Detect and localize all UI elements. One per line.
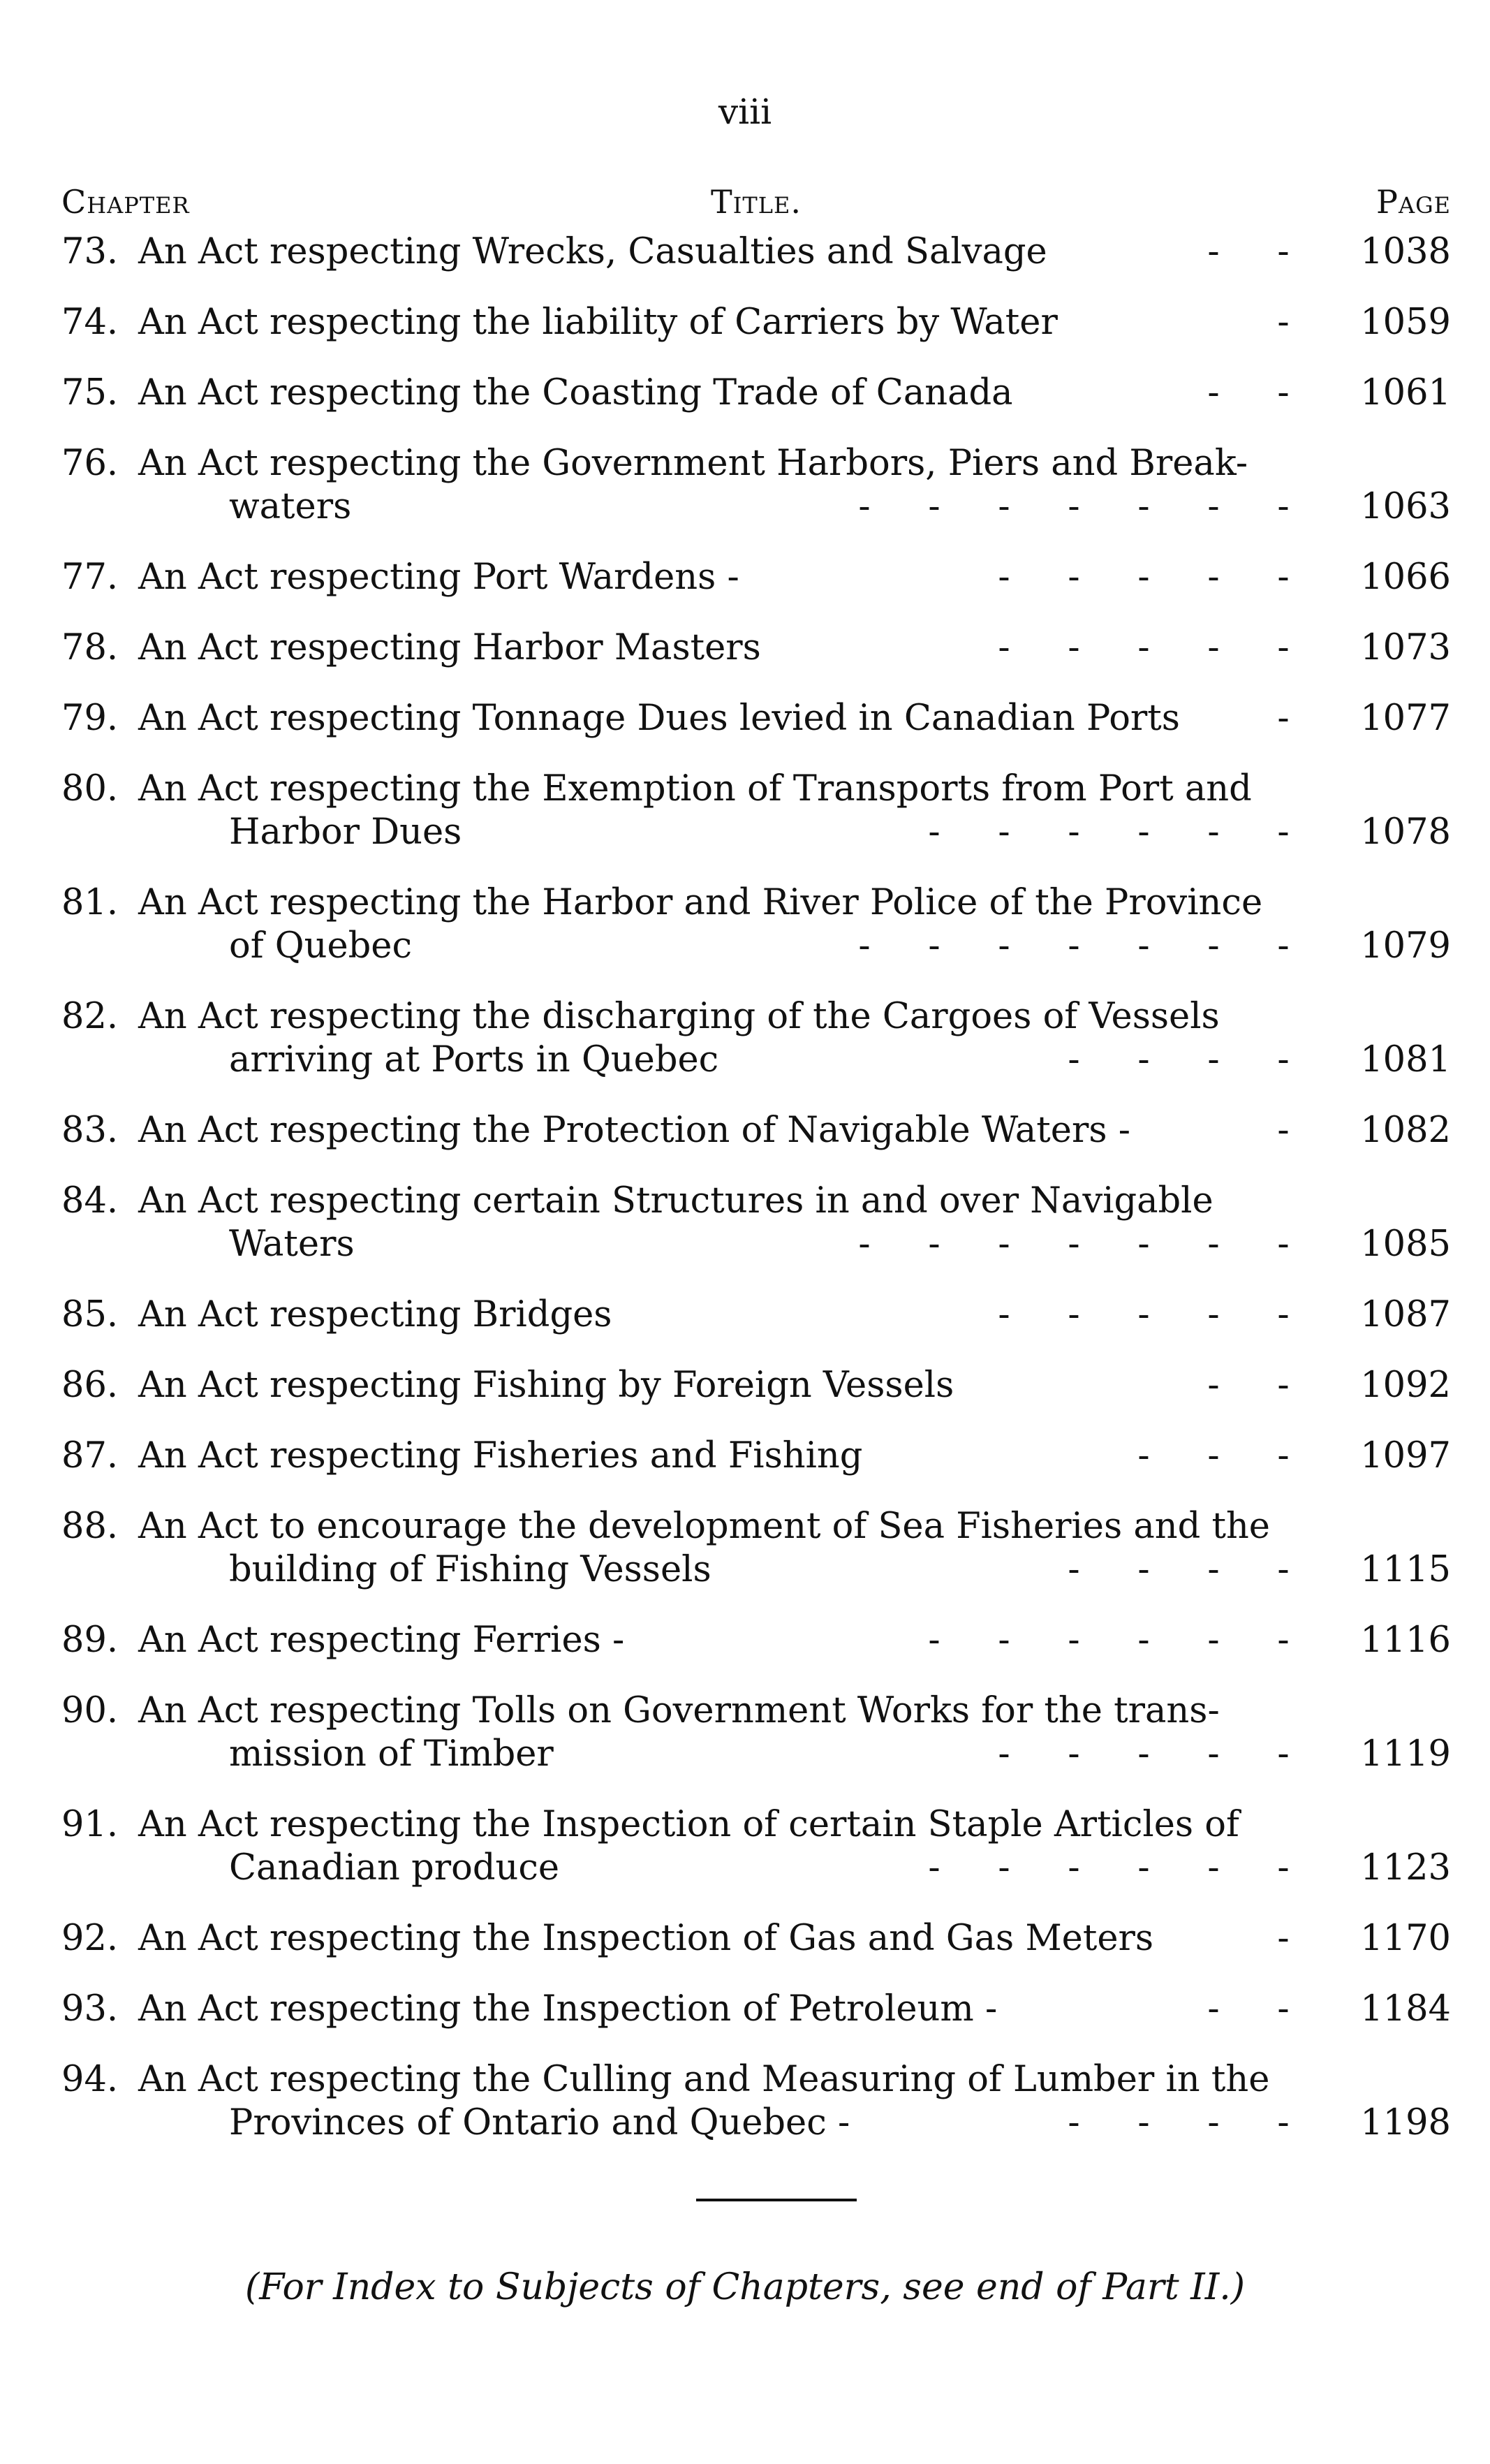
chapter-number: 83. — [61, 1110, 119, 1151]
toc-entry — [61, 556, 1451, 599]
leader-dashes: - — [1277, 1918, 1290, 1959]
toc-entry — [61, 768, 1451, 854]
leader-dashes: - — [1277, 1110, 1290, 1151]
chapter-title-line: An Act respecting Tolls on Government Works for the trans- — [138, 1690, 1220, 1731]
leader-dashes: - - — [1207, 1988, 1290, 2030]
chapter-number: 90. — [61, 1690, 119, 1731]
chapter-title-line: An Act respecting certain Structures in and over Navigable — [138, 1180, 1214, 1222]
toc-entry — [61, 1917, 1451, 1960]
page-reference: 1116 — [1360, 1620, 1451, 1661]
toc-entry — [61, 995, 1451, 1082]
toc-entry — [61, 1988, 1451, 2031]
chapter-title-line: An Act respecting Port Wardens - — [138, 557, 739, 598]
page-reference: 1087 — [1360, 1294, 1451, 1335]
chapter-number: 74. — [61, 302, 119, 343]
toc-entry — [61, 1109, 1451, 1152]
chapter-title-line: An Act respecting the Protection of Navigable Waters - — [138, 1110, 1130, 1151]
chapter-title-continuation: arriving at Ports in Quebec — [229, 1039, 719, 1080]
page-reference: 1038 — [1360, 231, 1451, 272]
chapter-title-line: An Act respecting Fishing by Foreign Vessels — [138, 1365, 954, 1406]
leader-dashes: - — [1277, 698, 1290, 739]
leader-dashes: - - - - - — [998, 627, 1290, 668]
leader-dashes: - - — [1207, 1365, 1290, 1406]
toc-entry — [61, 1619, 1451, 1662]
leader-dashes: - - - — [1137, 1435, 1290, 1476]
page-reference: 1085 — [1360, 1224, 1451, 1265]
toc-entry — [61, 626, 1451, 670]
chapter-number: 75. — [61, 372, 119, 413]
page-number: viii — [718, 91, 772, 132]
page-reference: 1097 — [1360, 1435, 1451, 1476]
chapter-number: 82. — [61, 996, 119, 1037]
chapter-title — [138, 301, 1318, 344]
chapter-title-line: An Act respecting the Inspection of Petroleum - — [138, 1988, 998, 2030]
chapter-title-line: An Act to encourage the development of Sea Fisheries and the — [138, 1506, 1270, 1547]
page-reference: 1082 — [1360, 1110, 1451, 1151]
page-reference: 1092 — [1360, 1365, 1451, 1406]
chapter-number: 87. — [61, 1435, 119, 1476]
chapter-title-continuation: Provinces of Ontario and Quebec - — [229, 2102, 850, 2143]
chapter-title-line: An Act respecting the liability of Carriers by Water — [138, 302, 1058, 343]
chapter-title-continuation: Harbor Dues — [229, 812, 462, 853]
toc-entry — [61, 301, 1451, 344]
chapter-number: 84. — [61, 1180, 119, 1222]
chapter-title-line: An Act respecting Tonnage Dues levied in Canadian Ports — [138, 698, 1180, 739]
chapter-number: 89. — [61, 1620, 119, 1661]
chapter-title-line: An Act respecting Harbor Masters — [138, 627, 761, 668]
toc-entry — [61, 697, 1451, 740]
toc-entry — [61, 1364, 1451, 1407]
leader-dashes: - - - - — [1068, 2102, 1290, 2143]
chapter-number: 92. — [61, 1918, 119, 1959]
chapter-title — [138, 1988, 1318, 2031]
chapter-title-line: An Act respecting the Coasting Trade of Canada — [138, 372, 1013, 413]
leader-dashes: - - - - — [1068, 1039, 1290, 1080]
chapter-title-line: An Act respecting the Exemption of Transports from Port and — [138, 768, 1252, 809]
page-reference: 1123 — [1360, 1847, 1451, 1889]
chapter-title-line: An Act respecting Ferries - — [138, 1620, 625, 1661]
page-reference: 1119 — [1360, 1733, 1451, 1775]
header-page: Page — [1376, 183, 1451, 221]
chapter-number: 88. — [61, 1506, 119, 1547]
page-reference: 1059 — [1360, 302, 1451, 343]
footer-note: (For Index to Subjects of Chapters, see end of Part II.) — [244, 2266, 1246, 2308]
leader-dashes: - - - - - — [998, 1733, 1290, 1775]
leader-dashes: - - - - - - — [928, 812, 1290, 853]
chapter-title — [138, 1109, 1318, 1152]
chapter-title — [138, 372, 1318, 415]
column-headers — [61, 183, 1451, 225]
leader-dashes: - - — [1207, 372, 1290, 413]
chapter-title-line: An Act respecting the Government Harbors, Piers and Break- — [138, 443, 1248, 484]
toc-entry — [61, 881, 1451, 968]
chapter-title — [138, 1364, 1318, 1407]
toc-entry — [61, 1505, 1451, 1592]
chapter-title-line: An Act respecting Fisheries and Fishing — [138, 1435, 863, 1476]
chapter-number: 73. — [61, 231, 119, 272]
header-title: Title. — [711, 183, 802, 221]
leader-dashes: - - — [1207, 231, 1290, 272]
toc-entry — [61, 1435, 1451, 1478]
chapter-number: 80. — [61, 768, 119, 809]
chapter-title-line: An Act respecting Wrecks, Casualties and Salvage — [138, 231, 1047, 272]
leader-dashes: - - - - - — [998, 557, 1290, 598]
chapter-title-line: An Act respecting Bridges — [138, 1294, 612, 1335]
toc-entry — [61, 1689, 1451, 1776]
toc-entry — [61, 442, 1451, 529]
page-reference: 1198 — [1360, 2102, 1451, 2143]
page-reference: 1063 — [1360, 486, 1451, 527]
chapter-number: 76. — [61, 443, 119, 484]
chapter-number: 81. — [61, 882, 119, 923]
page-reference: 1061 — [1360, 372, 1451, 413]
page-reference: 1073 — [1360, 627, 1451, 668]
chapter-title-continuation: Canadian produce — [229, 1847, 560, 1889]
chapter-number: 78. — [61, 627, 119, 668]
leader-dashes: - - - - - - — [928, 1847, 1290, 1889]
chapter-number: 85. — [61, 1294, 119, 1335]
chapter-number: 86. — [61, 1365, 119, 1406]
section-divider — [696, 2199, 857, 2201]
chapter-number: 94. — [61, 2059, 119, 2100]
toc-entry — [61, 1293, 1451, 1337]
toc-entry — [61, 1803, 1451, 1890]
toc-entry — [61, 372, 1451, 415]
chapter-title-continuation: mission of Timber — [229, 1733, 554, 1775]
chapter-number: 77. — [61, 557, 119, 598]
chapter-number: 93. — [61, 1988, 119, 2030]
chapter-title — [138, 1917, 1318, 1960]
chapter-title-line: An Act respecting the Culling and Measuring of Lumber in the — [138, 2059, 1270, 2100]
header-chapter: Chapter — [61, 183, 190, 221]
leader-dashes: - - - - - - - — [858, 1224, 1290, 1265]
chapter-number: 79. — [61, 698, 119, 739]
toc-entry — [61, 230, 1451, 274]
chapter-title-continuation: of Quebec — [229, 925, 413, 967]
chapter-title-line: An Act respecting the Inspection of certain Staple Articles of — [138, 1804, 1239, 1845]
chapter-title — [138, 230, 1318, 274]
page-reference: 1170 — [1360, 1918, 1451, 1959]
page-reference: 1077 — [1360, 698, 1451, 739]
page-reference: 1184 — [1360, 1988, 1451, 2030]
leader-dashes: - - - - - - — [928, 1620, 1290, 1661]
chapter-title-continuation: Waters — [229, 1224, 355, 1265]
toc-entry — [61, 2058, 1451, 2145]
leader-dashes: - - - - - — [998, 1294, 1290, 1335]
chapter-number: 91. — [61, 1804, 119, 1845]
chapter-title-continuation: building of Fishing Vessels — [229, 1549, 711, 1590]
leader-dashes: - - - - — [1068, 1549, 1290, 1590]
toc-entry — [61, 1180, 1451, 1266]
chapter-title-line: An Act respecting the discharging of the Cargoes of Vessels — [138, 996, 1220, 1037]
leader-dashes: - - - - - - - — [858, 925, 1290, 967]
page-reference: 1066 — [1360, 557, 1451, 598]
chapter-title-line: An Act respecting the Inspection of Gas and Gas Meters — [138, 1918, 1154, 1959]
page-reference: 1115 — [1360, 1549, 1451, 1590]
chapter-title-continuation: waters — [229, 486, 352, 527]
page-reference: 1079 — [1360, 925, 1451, 967]
table-of-contents — [61, 230, 1451, 2172]
chapter-title — [138, 697, 1318, 740]
leader-dashes: - — [1277, 302, 1290, 343]
page-reference: 1078 — [1360, 812, 1451, 853]
leader-dashes: - - - - - - - — [858, 486, 1290, 527]
page-reference: 1081 — [1360, 1039, 1451, 1080]
chapter-title-line: An Act respecting the Harbor and River Police of the Province — [138, 882, 1263, 923]
